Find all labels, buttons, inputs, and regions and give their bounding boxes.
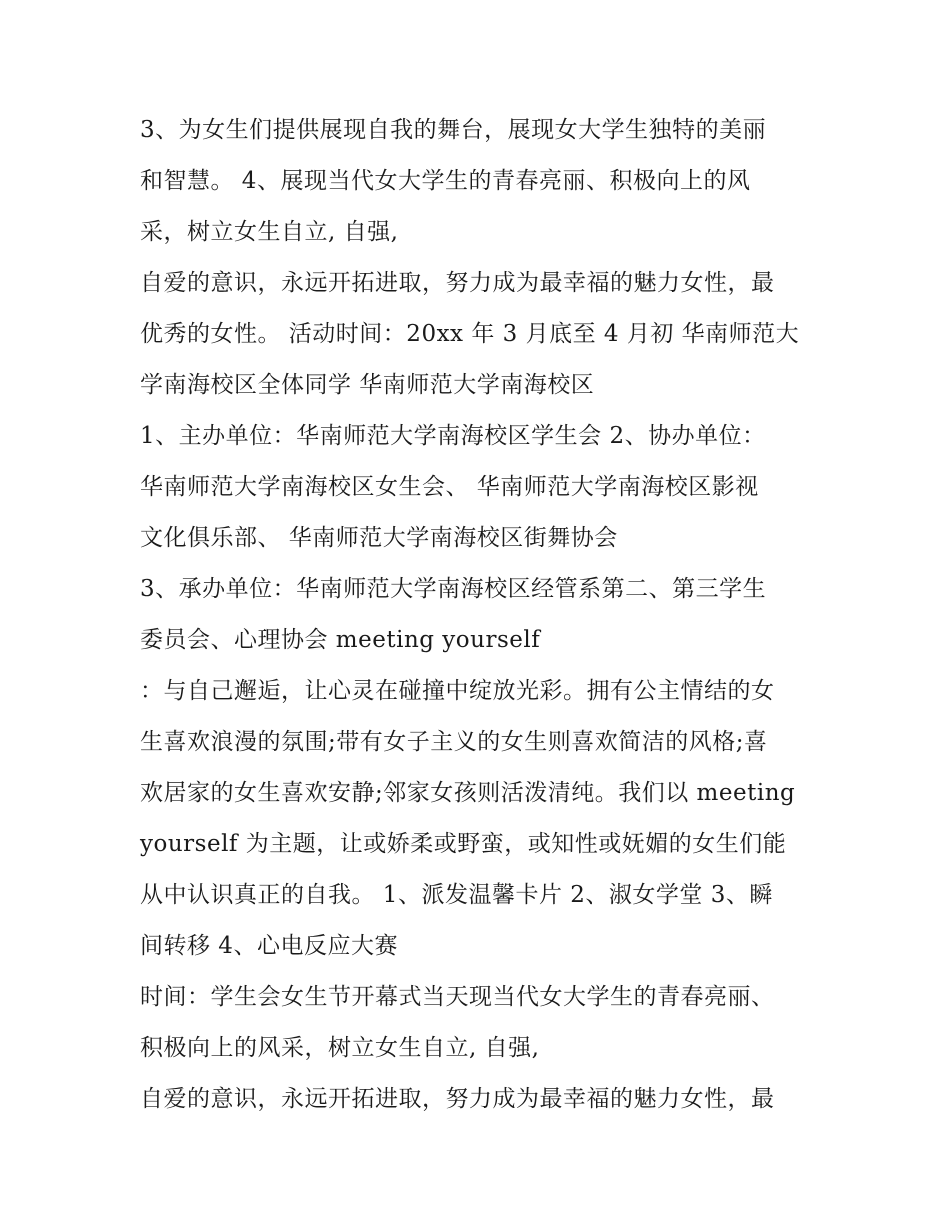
text-line: 优秀的女性。 活动时间：20xx 年 3 月底至 4 月初 华南师范大 <box>140 321 800 347</box>
text-line: 文化俱乐部、 华南师范大学南海校区街舞协会 <box>140 525 618 551</box>
text-line: 时间：学生会女生节开幕式当天现当代女大学生的青春亮丽、 <box>140 984 775 1010</box>
text-line: 华南师范大学南海校区女生会、 华南师范大学南海校区影视 <box>140 474 759 500</box>
text-line: yourself 为主题，让或娇柔或野蛮，或知性或妩媚的女生们能 <box>140 831 787 857</box>
text-line: 采，树立女生自立, 自强, <box>140 219 399 245</box>
text-line: ：与自己邂逅，让心灵在碰撞中绽放光彩。拥有公主情结的女 <box>140 678 775 704</box>
text-line: 委员会、心理协会 meeting yourself <box>140 627 541 653</box>
text-line: 3、承办单位：华南师范大学南海校区经管系第二、第三学生 <box>140 576 767 602</box>
text-line: 3、为女生们提供展现自我的舞台，展现女大学生独特的美丽 <box>140 117 767 143</box>
text-line: 和智慧。 4、展现当代女大学生的青春亮丽、积极向上的风 <box>140 168 751 194</box>
text-line: 积极向上的风采，树立女生自立, 自强, <box>140 1035 540 1061</box>
text-line: 欢居家的女生喜欢安静;邻家女孩则活泼清纯。我们以 meeting <box>140 780 796 806</box>
text-line: 自爱的意识，永远开拓进取，努力成为最幸福的魅力女性，最 <box>140 1086 775 1112</box>
text-line: 学南海校区全体同学 华南师范大学南海校区 <box>140 372 595 398</box>
text-line: 1、主办单位：华南师范大学南海校区学生会 2、协办单位： <box>140 423 766 449</box>
text-line: 生喜欢浪漫的氛围;带有女子主义的女生则喜欢简洁的风格;喜 <box>140 729 768 755</box>
text-line: 从中认识真正的自我。 1、派发温馨卡片 2、淑女学堂 3、瞬 <box>140 882 773 908</box>
text-line: 自爱的意识，永远开拓进取，努力成为最幸福的魅力女性，最 <box>140 270 775 296</box>
document-body <box>140 105 830 1125</box>
text-line: 间转移 4、心电反应大赛 <box>140 933 398 959</box>
